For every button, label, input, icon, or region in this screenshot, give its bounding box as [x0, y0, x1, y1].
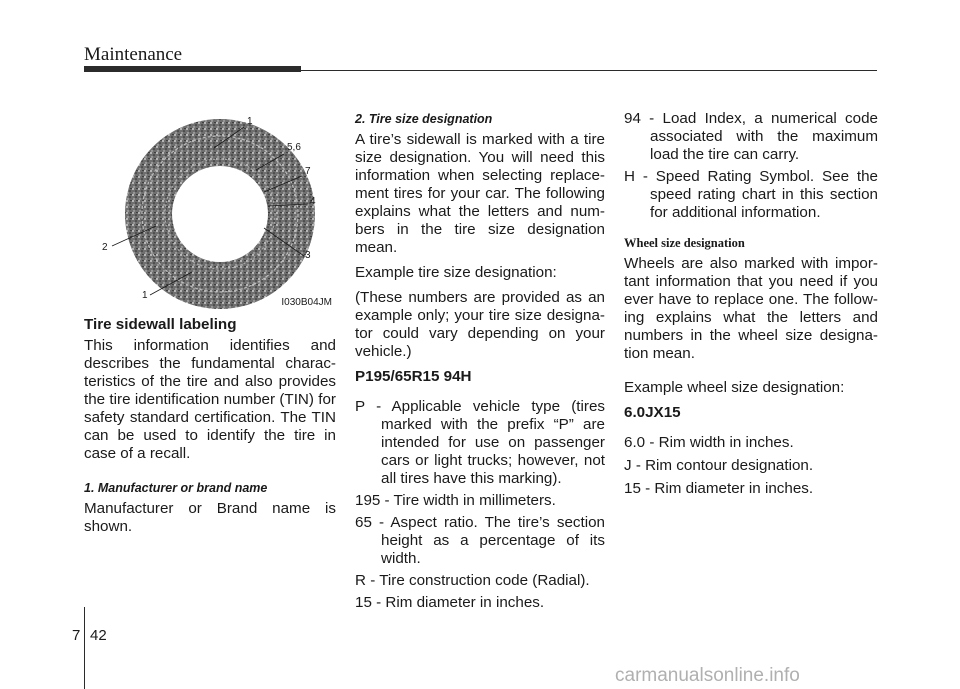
list-item: P - Applicable vehicle type (tires marked with the prefix “P” are intended for use on passenger cars or light trucks; however, not all tires have this marking). — [355, 398, 605, 487]
column-1 — [84, 316, 336, 536]
chapter-number: 7 — [72, 627, 81, 644]
subheading: 1. Manufacturer or brand name — [84, 481, 268, 495]
callout-label: 5,6 — [287, 142, 301, 153]
subheading: 2. Tire size designation — [355, 112, 493, 126]
list-item: J - Rim contour designation. — [624, 457, 814, 474]
list-item: 94 - Load Index, a numerical code associated with the maximum load the tire can carry. — [624, 110, 878, 163]
header-accent-bar — [84, 66, 301, 72]
paragraph: A tire’s sidewall is marked with a tire size designation. You will need this information when selecting replace-ment tires for your car. The following explains what the letters and num-bers in the tire size designation mean. — [355, 131, 605, 256]
callout-label: 1 — [247, 116, 253, 127]
subheading: Wheel size designation — [624, 236, 745, 250]
tire-rim-hole — [172, 166, 268, 262]
paragraph: Example tire size designation: — [355, 264, 557, 281]
page-number: 42 — [90, 627, 107, 644]
callout-label: 1 — [142, 290, 148, 301]
header-rule — [301, 70, 877, 71]
callout-label: 4 — [310, 196, 316, 207]
tire-size-code: P195/65R15 94H — [355, 368, 472, 385]
callout-label: 7 — [305, 166, 311, 177]
tire-illustration — [84, 110, 334, 310]
paragraph: Example wheel size designation: — [624, 379, 845, 396]
list-item: H - Speed Rating Symbol. See the speed rating chart in this section for additional information. — [624, 168, 878, 221]
callout-label: 3 — [305, 250, 311, 261]
tire-figure — [84, 110, 334, 310]
list-item: 15 - Rim diameter in inches. — [355, 594, 545, 611]
footer-rule — [84, 607, 85, 689]
list-item: R - Tire construction code (Radial). — [355, 572, 590, 589]
paragraph: (These numbers are provided as an example only; your tire size designa-tor could vary depending on your vehicle.) — [355, 289, 605, 360]
list-item: 65 - Aspect ratio. The tire’s section height as a percentage of its width. — [355, 514, 605, 567]
list-item: 6.0 - Rim width in inches. — [624, 434, 794, 451]
figure-caption: I030B04JM — [281, 297, 332, 308]
list-item: 195 - Tire width in millimeters. — [355, 492, 556, 509]
column-2 — [355, 110, 605, 612]
list-item: 15 - Rim diameter in inches. — [624, 480, 814, 497]
wheel-size-code: 6.0JX15 — [624, 404, 681, 421]
paragraph: Wheels are also marked with impor-tant information that you need if you ever have to replace one. The follow-ing explains what the letters and numbers in the wheel size designa-tion mean. — [624, 255, 878, 362]
paragraph: This information identifies and describes the fundamental charac-teristics of the tire and also provides the tire identification number (TIN) for safety standard certification. The TIN can be used to identify the tire in case of a recall. — [84, 337, 336, 462]
section-title: Maintenance — [84, 44, 183, 65]
callout-label: 2 — [102, 242, 108, 253]
heading-tire-sidewall: Tire sidewall labeling — [84, 316, 237, 333]
watermark: carmanualsonline.info — [615, 665, 800, 686]
column-3 — [624, 110, 878, 498]
paragraph: Manufacturer or Brand name is shown. — [84, 500, 336, 535]
